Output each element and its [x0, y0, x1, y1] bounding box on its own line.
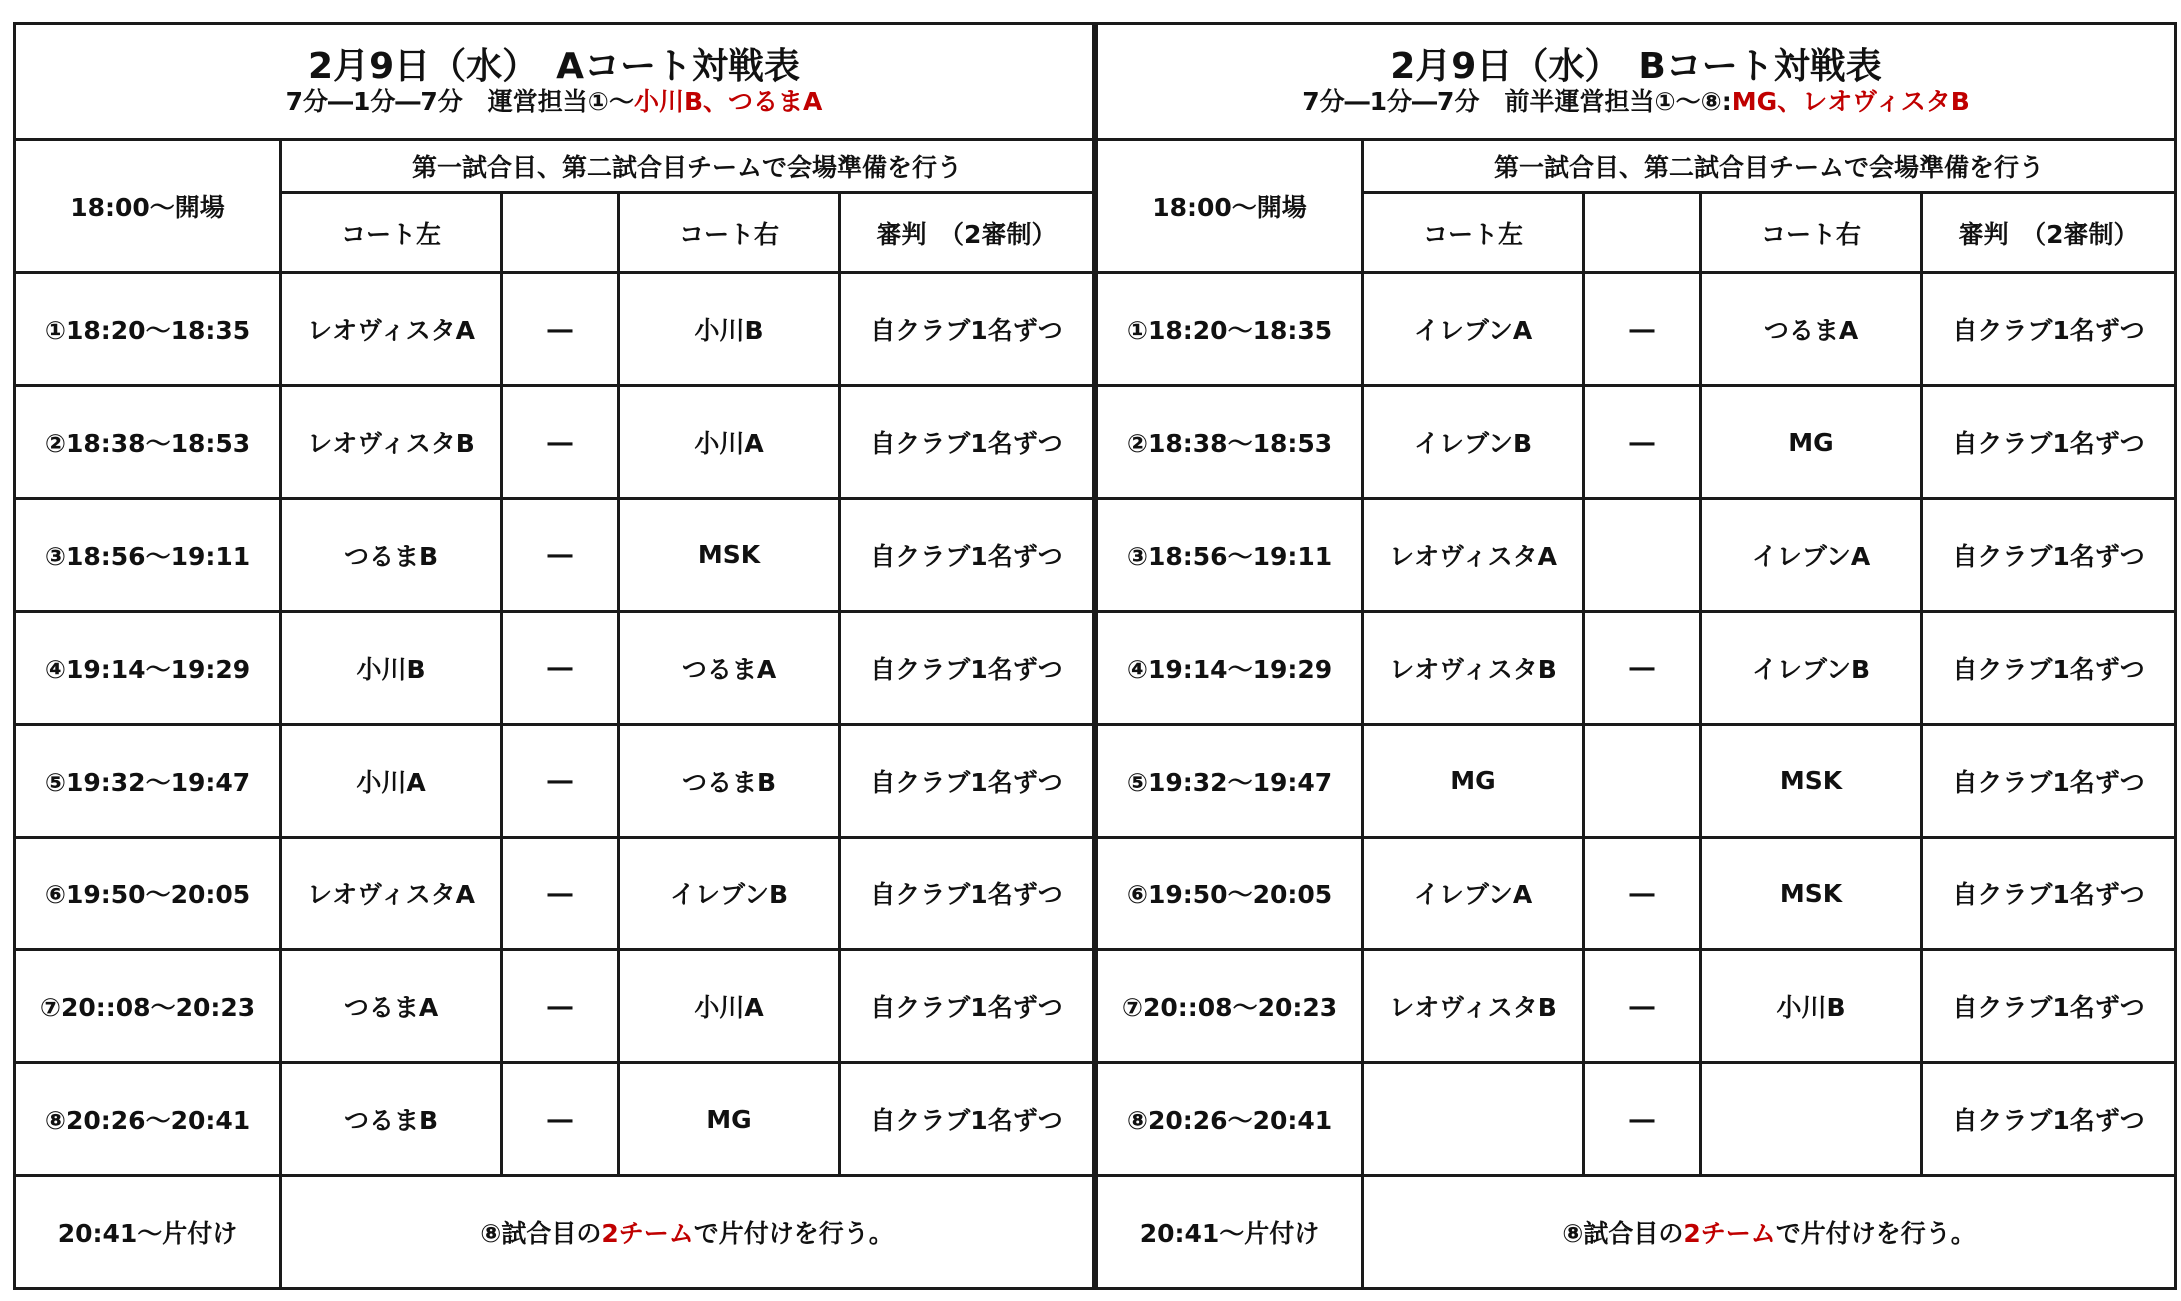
versus-dash: ―: [1584, 950, 1701, 1063]
court-a-table-wrapper: [13, 22, 1092, 1290]
cleanup-note-highlight: 2チーム: [1683, 1219, 1776, 1249]
team-right: イレブンB: [619, 837, 840, 950]
versus-dash: ―: [1584, 1063, 1701, 1176]
schedule-sheet: [13, 22, 2174, 1290]
referee-note: 自クラブ1名ずつ: [840, 386, 1094, 499]
versus-dash: ―: [1584, 386, 1701, 499]
prep-note-cell: 第一試合目、第二試合目チームで会場準備を行う: [281, 139, 1094, 192]
match-time: ⑧20:26～20:41: [15, 1063, 281, 1176]
referee-note: 自クラブ1名ずつ: [840, 498, 1094, 611]
header-referee: 審判 （2審制）: [1922, 193, 2176, 273]
match-row: [1097, 611, 2176, 724]
match-row: [1097, 498, 2176, 611]
team-right: イレブンB: [1701, 611, 1922, 724]
referee-note: 自クラブ1名ずつ: [1922, 611, 2176, 724]
referee-note: 自クラブ1名ずつ: [840, 611, 1094, 724]
title-row: [1097, 24, 2176, 140]
team-left: レオヴィスタA: [281, 273, 502, 386]
header-court-left: コート左: [1363, 193, 1584, 273]
match-row: [15, 724, 1094, 837]
cleanup-row: [15, 1176, 1094, 1289]
team-left: MG: [1363, 724, 1584, 837]
cleanup-time: 20:41～片付け: [1097, 1176, 1363, 1289]
court-title: 2月9日（水） Bコート対戦表: [1390, 46, 1882, 88]
versus-dash: ―: [502, 837, 619, 950]
versus-dash: ―: [502, 611, 619, 724]
header-blank: [502, 193, 619, 273]
team-left: レオヴィスタB: [281, 386, 502, 499]
cleanup-row: [1097, 1176, 2176, 1289]
match-time: ①18:20～18:35: [15, 273, 281, 386]
team-right: 小川A: [619, 386, 840, 499]
court-subtitle: [16, 88, 1092, 117]
team-left: イレブンB: [1363, 386, 1584, 499]
cleanup-note-suffix: で片付けを行う。: [1775, 1219, 1976, 1249]
team-right: 小川A: [619, 950, 840, 1063]
versus-dash: ―: [1584, 273, 1701, 386]
cleanup-note: [1363, 1176, 2176, 1289]
referee-note: 自クラブ1名ずつ: [840, 837, 1094, 950]
versus-dash: ―: [1584, 837, 1701, 950]
match-row: [15, 837, 1094, 950]
match-row: [1097, 724, 2176, 837]
match-time: ②18:38～18:53: [1097, 386, 1363, 499]
match-time: ④19:14～19:29: [15, 611, 281, 724]
team-right: 小川B: [619, 273, 840, 386]
open-time-cell: 18:00～開場: [1097, 139, 1363, 272]
header-court-right: コート右: [619, 193, 840, 273]
court-b-table-wrapper: [1095, 22, 2174, 1290]
team-left: [1363, 1063, 1584, 1176]
versus-dash: [1584, 724, 1701, 837]
cleanup-note-prefix: ⑧試合目の: [480, 1219, 602, 1249]
header-court-left: コート左: [281, 193, 502, 273]
match-time: ③18:56～19:11: [15, 498, 281, 611]
match-time: ⑥19:50～20:05: [1097, 837, 1363, 950]
header-blank: [1584, 193, 1701, 273]
team-right: MSK: [619, 498, 840, 611]
prep-row: [1097, 139, 2176, 192]
team-left: つるまA: [281, 950, 502, 1063]
versus-dash: ―: [502, 273, 619, 386]
match-time: ⑦20::08～20:23: [1097, 950, 1363, 1063]
subtitle-staff-highlight: MG、レオヴィスタB: [1731, 86, 1970, 116]
team-left: 小川B: [281, 611, 502, 724]
team-right: MSK: [1701, 724, 1922, 837]
team-right: 小川B: [1701, 950, 1922, 1063]
team-right: イレブンA: [1701, 498, 1922, 611]
prep-note-cell: 第一試合目、第二試合目チームで会場準備を行う: [1363, 139, 2176, 192]
match-time: ⑤19:32～19:47: [1097, 724, 1363, 837]
court-b-table: [1095, 22, 2177, 1290]
match-time: ②18:38～18:53: [15, 386, 281, 499]
referee-note: 自クラブ1名ずつ: [1922, 498, 2176, 611]
header-referee: 審判 （2審制）: [840, 193, 1094, 273]
team-right: MSK: [1701, 837, 1922, 950]
match-time: ⑦20::08～20:23: [15, 950, 281, 1063]
match-row: [15, 498, 1094, 611]
referee-note: 自クラブ1名ずつ: [1922, 950, 2176, 1063]
subtitle-prefix: 7分―1分―7分 運営担当①～: [285, 86, 634, 116]
match-row: [1097, 1063, 2176, 1176]
versus-dash: ―: [1584, 611, 1701, 724]
team-right: MG: [619, 1063, 840, 1176]
match-row: [15, 386, 1094, 499]
referee-note: 自クラブ1名ずつ: [840, 273, 1094, 386]
cleanup-note-prefix: ⑧試合目の: [1562, 1219, 1684, 1249]
title-cell: [15, 24, 1094, 140]
match-row: [15, 1063, 1094, 1176]
cleanup-note-highlight: 2チーム: [601, 1219, 694, 1249]
match-time: ⑧20:26～20:41: [1097, 1063, 1363, 1176]
team-right: つるまA: [619, 611, 840, 724]
team-right: つるまB: [619, 724, 840, 837]
header-court-right: コート右: [1701, 193, 1922, 273]
team-right: [1701, 1063, 1922, 1176]
referee-note: 自クラブ1名ずつ: [1922, 724, 2176, 837]
cleanup-note-suffix: で片付けを行う。: [693, 1219, 894, 1249]
team-left: レオヴィスタB: [1363, 950, 1584, 1063]
versus-dash: ―: [502, 386, 619, 499]
versus-dash: ―: [502, 724, 619, 837]
match-row: [15, 273, 1094, 386]
match-time: ④19:14～19:29: [1097, 611, 1363, 724]
court-a-table: [13, 22, 1095, 1290]
subtitle-staff-highlight: 小川B、つるまA: [633, 86, 823, 116]
match-row: [1097, 950, 2176, 1063]
referee-note: 自クラブ1名ずつ: [840, 724, 1094, 837]
match-row: [1097, 386, 2176, 499]
match-time: ⑥19:50～20:05: [15, 837, 281, 950]
referee-note: 自クラブ1名ずつ: [840, 1063, 1094, 1176]
team-left: レオヴィスタA: [281, 837, 502, 950]
versus-dash: [1584, 498, 1701, 611]
team-left: イレブンA: [1363, 837, 1584, 950]
court-title: 2月9日（水） Aコート対戦表: [308, 46, 800, 88]
match-time: ①18:20～18:35: [1097, 273, 1363, 386]
team-left: つるまB: [281, 1063, 502, 1176]
title-row: [15, 24, 1094, 140]
team-left: イレブンA: [1363, 273, 1584, 386]
open-time-cell: 18:00～開場: [15, 139, 281, 272]
match-time: ⑤19:32～19:47: [15, 724, 281, 837]
referee-note: 自クラブ1名ずつ: [1922, 837, 2176, 950]
team-right: MG: [1701, 386, 1922, 499]
subtitle-prefix: 7分―1分―7分 前半運営担当①～⑧:: [1302, 86, 1732, 116]
title-cell: [1097, 24, 2176, 140]
versus-dash: ―: [502, 498, 619, 611]
versus-dash: ―: [502, 1063, 619, 1176]
referee-note: 自クラブ1名ずつ: [1922, 1063, 2176, 1176]
match-row: [1097, 273, 2176, 386]
team-right: つるまA: [1701, 273, 1922, 386]
referee-note: 自クラブ1名ずつ: [840, 950, 1094, 1063]
referee-note: 自クラブ1名ずつ: [1922, 273, 2176, 386]
prep-row: [15, 139, 1094, 192]
referee-note: 自クラブ1名ずつ: [1922, 386, 2176, 499]
team-left: 小川A: [281, 724, 502, 837]
team-left: レオヴィスタB: [1363, 611, 1584, 724]
match-time: ③18:56～19:11: [1097, 498, 1363, 611]
cleanup-time: 20:41～片付け: [15, 1176, 281, 1289]
versus-dash: ―: [502, 950, 619, 1063]
match-row: [15, 950, 1094, 1063]
match-row: [1097, 837, 2176, 950]
team-left: レオヴィスタA: [1363, 498, 1584, 611]
team-left: つるまB: [281, 498, 502, 611]
match-row: [15, 611, 1094, 724]
court-subtitle: [1098, 88, 2174, 117]
cleanup-note: [281, 1176, 1094, 1289]
